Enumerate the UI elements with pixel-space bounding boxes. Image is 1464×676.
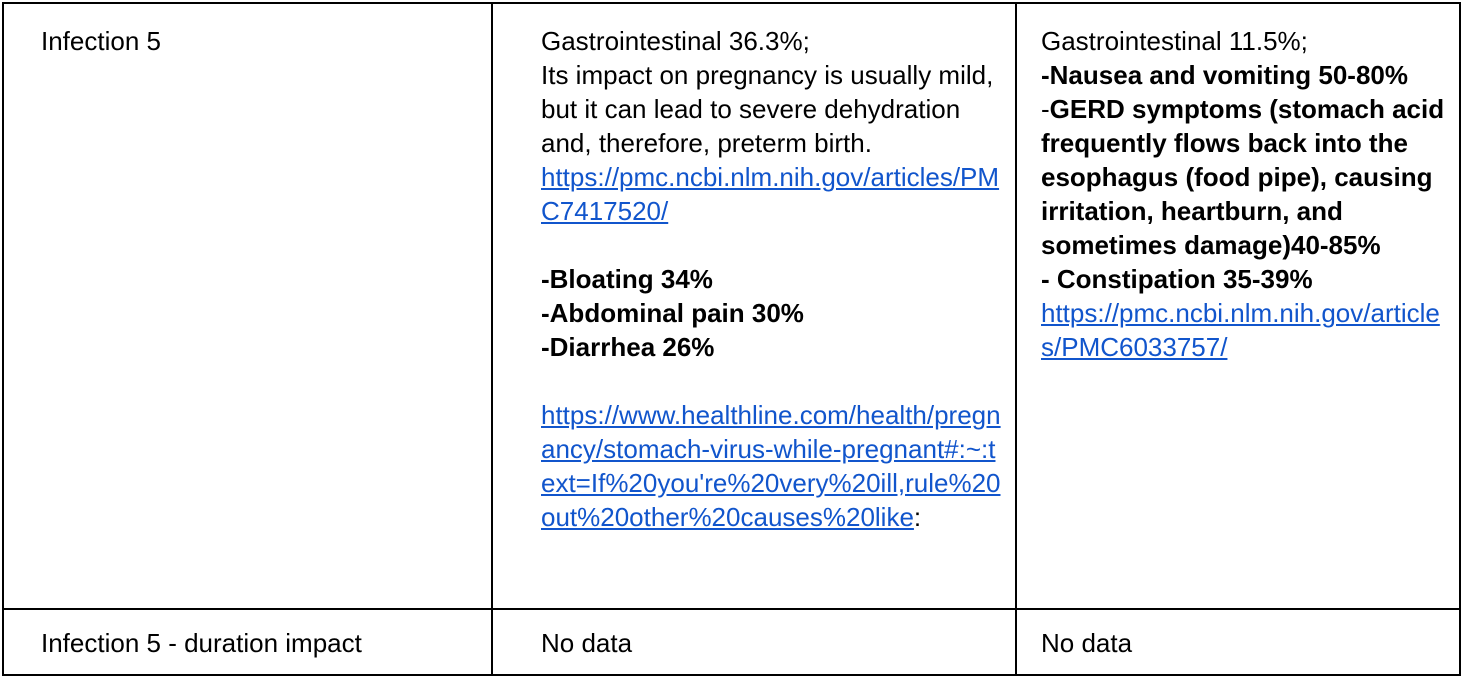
link-suffix: :: [913, 502, 922, 532]
gerd-dash: -: [1041, 94, 1050, 124]
column-3-cell: [1016, 609, 1460, 675]
symptom-nausea: -Nausea and vomiting 50-80%: [1041, 60, 1408, 90]
gi-rate-text: Gastrointestinal 36.3%;: [541, 26, 810, 56]
healthline-link-line: [541, 398, 1003, 534]
impact-description: Its impact on pregnancy is usually mild, but it can lead to severe dehydration and, therefore, preterm birth.: [541, 60, 994, 158]
column-2-cell: [492, 609, 1016, 675]
symptom-diarrhea: -Diarrhea 26%: [541, 332, 715, 362]
table-row: [3, 609, 1460, 675]
row-label: Infection 5: [41, 26, 161, 56]
symptom-bloating: -Bloating 34%: [541, 264, 713, 294]
pmc-source-link[interactable]: https://pmc.ncbi.nlm.nih.gov/articles/PMC7417520/: [541, 162, 1000, 226]
row-label: Infection 5 - duration impact: [41, 628, 362, 658]
symptom-gerd: GERD symptoms (stomach acid frequently flows back into the esophagus (food pipe), causing irritation, heartburn, and sometimes damage)40-85%: [1041, 94, 1445, 260]
no-data-text: No data: [1041, 628, 1133, 658]
data-table: [2, 2, 1461, 676]
row-label-cell: [3, 3, 492, 609]
symptom-constipation: - Constipation 35-39%: [1041, 264, 1313, 294]
symptom-abdominal-pain: -Abdominal pain 30%: [541, 298, 804, 328]
table-row: [3, 3, 1460, 609]
pmc-source-link[interactable]: https://pmc.ncbi.nlm.nih.gov/articles/PMC6033757/: [1041, 298, 1440, 362]
spacer: [541, 228, 1003, 262]
column-2-cell: [492, 3, 1016, 609]
row-label-cell: [3, 609, 492, 675]
column-3-cell: [1016, 3, 1460, 609]
spacer: [541, 364, 1003, 398]
gerd-line: [1041, 92, 1447, 262]
gi-rate-text: Gastrointestinal 11.5%;: [1041, 26, 1308, 56]
healthline-source-link[interactable]: https://www.healthline.com/health/pregnancy/stomach-virus-while-pregnant#:~:text=If%20you're%20very%20ill,rule%20out%20other%20causes%20like: [541, 400, 1001, 532]
no-data-text: No data: [541, 628, 633, 658]
